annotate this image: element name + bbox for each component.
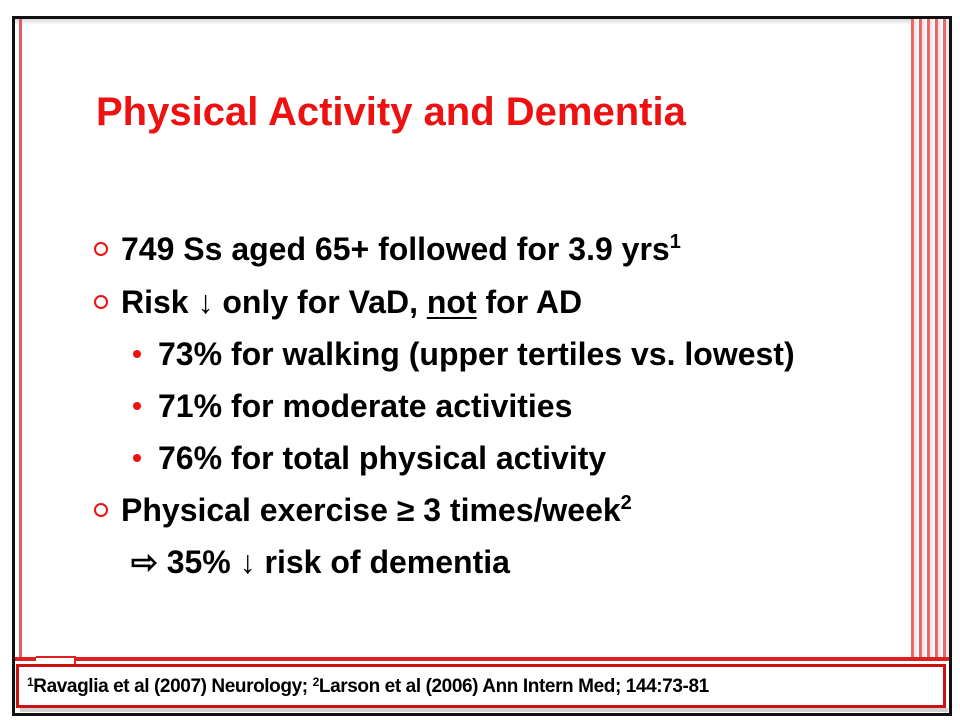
top-shadow xyxy=(15,19,915,25)
dot-bullet-icon xyxy=(133,402,141,410)
bullet-exercise-text: Physical exercise ≥ 3 times/week xyxy=(121,492,621,528)
bullet-exercise xyxy=(121,490,632,530)
bullet-study-size xyxy=(121,229,681,269)
reference-ravaglia: Ravaglia et al (2007) Neurology; xyxy=(33,676,313,697)
footer-references xyxy=(27,675,709,698)
footer-sup-2: 2 xyxy=(312,675,319,689)
footnote-marker-1: 1 xyxy=(669,231,681,253)
sub-bullet-walking: 73% for walking (upper tertiles vs. lowest) xyxy=(158,336,795,372)
circle-bullet-icon xyxy=(94,503,108,517)
slide-title: Physical Activity and Dementia xyxy=(96,90,686,134)
reference-larson: Larson et al (2006) Ann Intern Med; 144:73-81 xyxy=(318,676,709,697)
bullet-risk-underlined: not xyxy=(426,284,477,320)
footer-shadow xyxy=(20,708,948,712)
sub-bullet-total: 76% for total physical activity xyxy=(158,440,607,476)
bullet-risk xyxy=(121,282,582,322)
right-stripe-decoration xyxy=(911,19,949,659)
footnote-marker-2: 2 xyxy=(620,492,632,514)
result-line: ⇨ 35% ↓ risk of dementia xyxy=(131,544,510,580)
bullet-risk-pre: Risk ↓ only for VaD, xyxy=(121,284,427,320)
circle-bullet-icon xyxy=(94,295,108,309)
dot-bullet-icon xyxy=(133,454,141,462)
bullet-risk-post: for AD xyxy=(476,284,583,320)
footer-top-line xyxy=(15,657,949,661)
circle-bullet-icon xyxy=(94,242,108,256)
left-accent-line xyxy=(19,19,22,659)
bullet-study-size-text: 749 Ss aged 65+ followed for 3.9 yrs xyxy=(121,231,670,267)
sub-bullet-moderate: 71% for moderate activities xyxy=(158,388,573,424)
dot-bullet-icon xyxy=(133,350,141,358)
footer-sup-1: 1 xyxy=(27,675,34,689)
